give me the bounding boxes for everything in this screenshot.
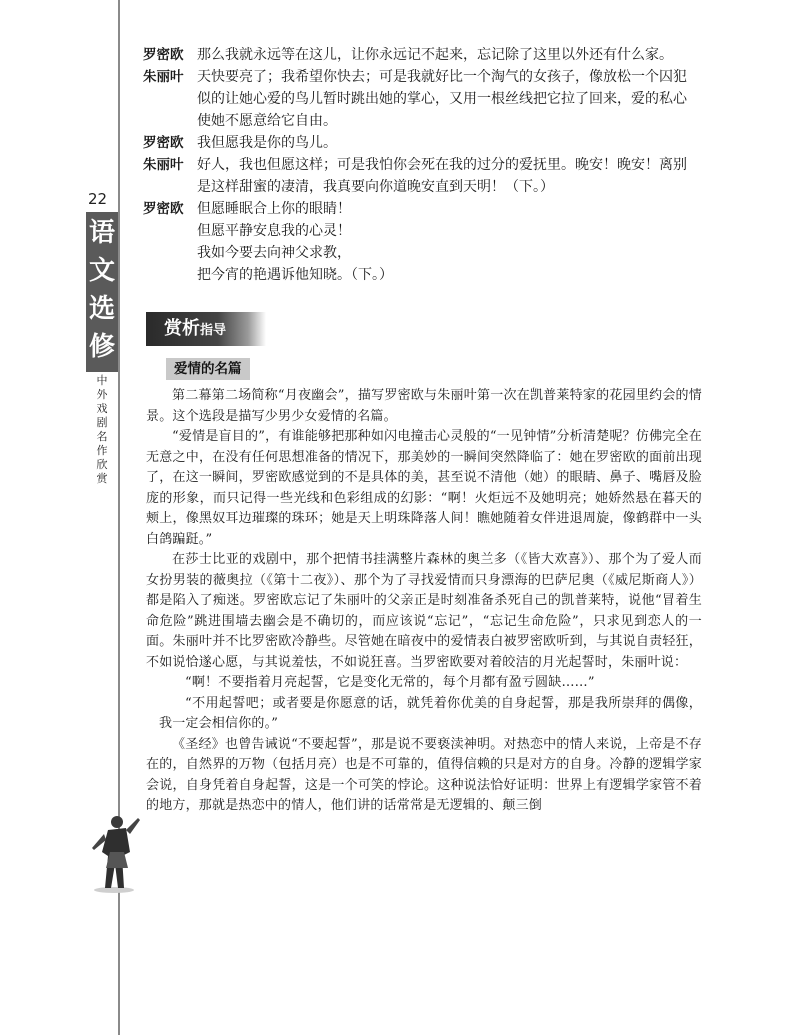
paragraph: 《圣经》也曾告诫说“不要起誓”，那是说不要亵渎神明。对热恋中的情人来说，上帝是不存在的，自然界的万物（包括月亮）也是不可靠的，值得信赖的只是对方的自身。冷静的逻辑学家会说，自身凭着自身起誓，这是一个可笑的悖论。这种说法恰好证明：世界上有逻辑学家管不着的地方，那就是热恋中的情人，他们讲的话常常是无逻辑的、颠三倒 [146,736,702,813]
dialogue-line [143,66,687,132]
section-heading [146,312,266,346]
speech-line: 我但愿我是你的鸟儿。 [197,135,337,151]
side-tab-char: 文 [88,256,115,286]
speech-text [197,66,687,132]
knight-figure-illustration [84,808,142,894]
dialogue-line [143,132,663,154]
speech-line: 好人，我也但愿这样；可是我怕你会死在我的过分的爱抚里。晚安！晚安！离别 [197,157,687,173]
speaker-name: 罗密欧 [143,201,184,217]
side-subtitle: 中外戏剧名作欣赏 [96,374,108,485]
section-subheading: 爱情的名篇 [166,358,250,380]
speech-line: 但愿平静安息我的心灵！ [197,223,351,239]
speech-line: 使她不愿意给它自由。 [197,113,337,129]
speaker-name: 朱丽叶 [143,157,184,173]
quote-paragraph: “啊！不要指着月亮起誓，它是变化无常的，每个月都有盈亏圆缺……” [185,675,595,690]
side-tab-char: 修 [88,332,115,362]
speaker-name: 罗密欧 [143,47,184,63]
paragraph: 第二幕第二场简称“月夜幽会”，描写罗密欧与朱丽叶第一次在凯普莱特家的花园里约会的情景。这个选段是描写少男少女爱情的名篇。 [146,388,702,424]
quote-paragraph: “不用起誓吧；或者要是你愿意的话，就凭着你优美的自身起誓，那是我所崇拜的偶像，我一定会相信你的。” [159,695,702,731]
speech-text [197,198,663,286]
dialogue-line [143,154,687,198]
speech-line: 是这样甜蜜的凄清，我真要向你道晚安直到天明！（下。） [197,179,554,195]
speech-text [197,154,687,198]
section-heading-main: 赏析 [164,318,200,339]
speech-line: 我如今要去向神父求教， [197,245,351,261]
side-tab-char: 选 [88,294,115,324]
dialogue-line [143,44,673,66]
speech-text [197,132,663,154]
dialogue-block [143,44,687,286]
speech-line: 似的让她心爱的鸟儿暂时跳出她的掌心，又用一根丝线把它拉了回来，爱的私心 [197,91,687,107]
paragraph: 在莎士比亚的戏剧中，那个把情书挂满整片森林的奥兰多（《皆大欢喜》）、那个为了爱人而女扮男装的薇奥拉（《第十二夜》）、那个为了寻找爱情而只身漂海的巴萨尼奥（《威尼斯商人》）都是陷入了痴迷。罗密欧忘记了朱丽叶的父亲正是时刻准备杀死自己的凯普莱特，说他“冒着生命危险”跳进围墙去幽会是不确切的，而应该说“忘记”，“忘记生命危险”，只求见到恋人的一面。朱丽叶并不比罗密欧冷静些。尽管她在暗夜中的爱情表白被罗密欧听到，与其说自责轻狂，不如说恰遂心愿，与其说羞怯，不如说狂喜。当罗密欧要对着皎洁的月光起誓时，朱丽叶说： [146,552,702,670]
paragraph: “爱情是盲目的”，有谁能够把那种如闪电撞击心灵般的“一见钟情”分析清楚呢？仿佛完全在无意之中，在没有任何思想准备的情况下，那美妙的一瞬间突然降临了：她在罗密欧的面前出现了，在这一瞬间，罗密欧感觉到的不是具体的美，甚至说不清他（她）的眼睛、鼻子、嘴唇及脸庞的形象，而只记得一些光线和色彩组成的幻影：“啊！火炬远不及她明亮；她娇然悬在暮天的颊上，像黑奴耳边璀璨的珠环；她是天上明珠降落人间！瞧她随着女伴进退周旋，像鹤群中一头白鸽蹁跹。” [146,429,702,547]
speaker-name: 罗密欧 [143,135,184,151]
side-tab-char: 语 [88,218,115,248]
speaker-name: 朱丽叶 [143,69,184,85]
page-number: 22 [88,190,108,208]
side-tab [86,212,118,372]
speech-line: 那么我就永远等在这儿，让你永远记不起来，忘记除了这里以外还有什么家。 [197,47,673,63]
speech-line: 把今宵的艳遇诉他知晓。（下。） [197,267,393,283]
speech-text [197,44,673,66]
dialogue-line [143,198,663,286]
speech-line: 天快要亮了；我希望你快去；可是我就好比一个淘气的女孩子，像放松一个囚犯 [197,69,687,85]
analysis-text [146,386,702,817]
section-heading-small: 指导 [200,323,227,338]
speech-line: 但愿睡眠合上你的眼睛！ [197,201,351,217]
